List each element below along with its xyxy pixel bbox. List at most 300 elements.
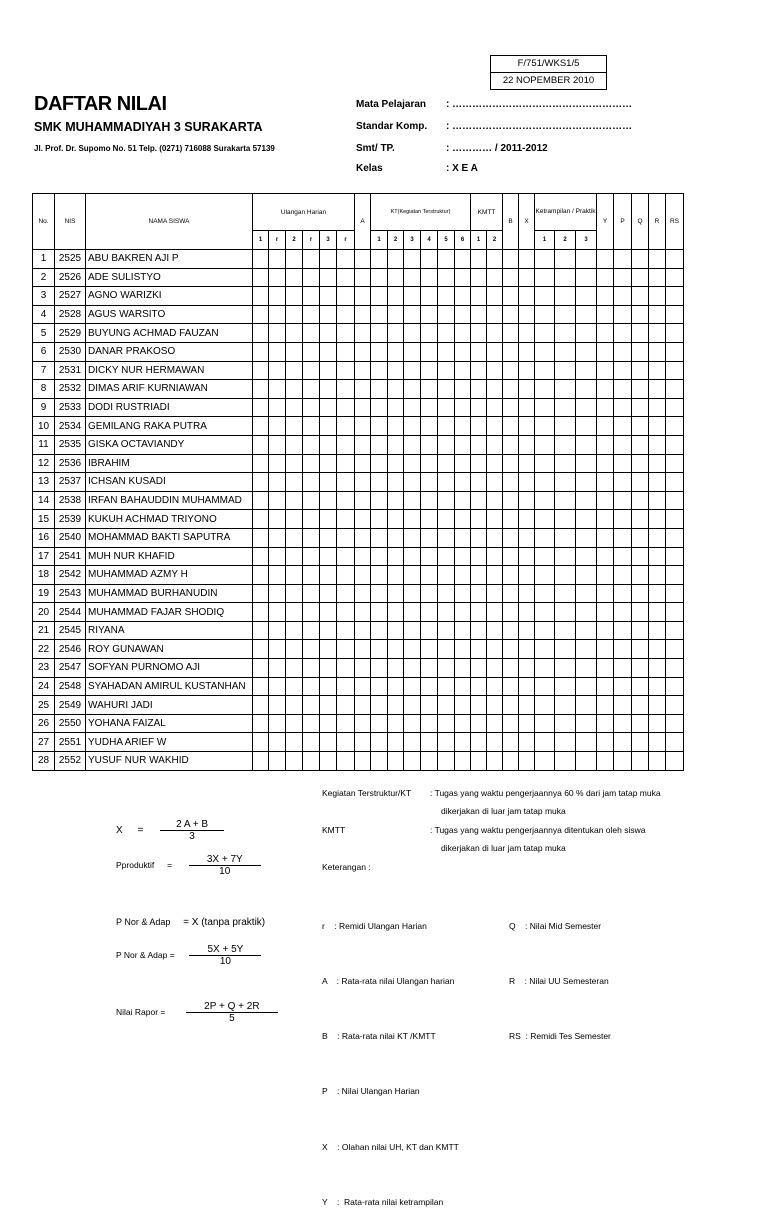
grade-cell[interactable] — [320, 398, 337, 417]
grade-cell[interactable] — [269, 603, 286, 622]
grade-cell[interactable] — [388, 528, 404, 547]
grade-cell[interactable] — [666, 696, 684, 715]
grade-cell[interactable] — [666, 268, 684, 287]
grade-cell[interactable] — [503, 250, 519, 269]
grade-cell[interactable] — [455, 566, 471, 585]
grade-cell[interactable] — [535, 361, 555, 380]
grade-cell[interactable] — [303, 677, 320, 696]
grade-cell[interactable] — [438, 696, 455, 715]
grade-cell[interactable] — [388, 435, 404, 454]
grade-cell[interactable] — [269, 287, 286, 306]
grade-cell[interactable] — [576, 491, 597, 510]
grade-cell[interactable] — [371, 659, 388, 678]
grade-cell[interactable] — [355, 361, 371, 380]
grade-cell[interactable] — [597, 677, 614, 696]
grade-cell[interactable] — [649, 287, 666, 306]
grade-cell[interactable] — [337, 305, 355, 324]
grade-cell[interactable] — [519, 528, 535, 547]
grade-cell[interactable] — [614, 454, 632, 473]
grade-cell[interactable] — [535, 491, 555, 510]
grade-cell[interactable] — [371, 417, 388, 436]
grade-cell[interactable] — [487, 584, 503, 603]
grade-cell[interactable] — [303, 510, 320, 529]
grade-cell[interactable] — [487, 380, 503, 399]
grade-cell[interactable] — [455, 677, 471, 696]
grade-cell[interactable] — [438, 305, 455, 324]
grade-cell[interactable] — [286, 696, 303, 715]
grade-cell[interactable] — [649, 324, 666, 343]
grade-cell[interactable] — [471, 324, 487, 343]
grade-cell[interactable] — [614, 547, 632, 566]
grade-cell[interactable] — [471, 696, 487, 715]
grade-cell[interactable] — [649, 491, 666, 510]
grade-cell[interactable] — [519, 398, 535, 417]
grade-cell[interactable] — [576, 342, 597, 361]
grade-cell[interactable] — [404, 547, 421, 566]
grade-cell[interactable] — [519, 714, 535, 733]
grade-cell[interactable] — [649, 752, 666, 771]
grade-cell[interactable] — [576, 268, 597, 287]
grade-cell[interactable] — [269, 640, 286, 659]
grade-cell[interactable] — [576, 621, 597, 640]
grade-cell[interactable] — [576, 435, 597, 454]
grade-cell[interactable] — [421, 417, 438, 436]
grade-cell[interactable] — [388, 361, 404, 380]
grade-cell[interactable] — [597, 528, 614, 547]
grade-cell[interactable] — [320, 342, 337, 361]
grade-cell[interactable] — [519, 380, 535, 399]
grade-cell[interactable] — [597, 752, 614, 771]
grade-cell[interactable] — [535, 696, 555, 715]
grade-cell[interactable] — [649, 342, 666, 361]
grade-cell[interactable] — [535, 287, 555, 306]
grade-cell[interactable] — [455, 621, 471, 640]
grade-cell[interactable] — [371, 566, 388, 585]
grade-cell[interactable] — [632, 696, 649, 715]
grade-cell[interactable] — [503, 621, 519, 640]
grade-cell[interactable] — [666, 473, 684, 492]
grade-cell[interactable] — [355, 677, 371, 696]
grade-cell[interactable] — [632, 733, 649, 752]
grade-cell[interactable] — [503, 510, 519, 529]
grade-cell[interactable] — [597, 324, 614, 343]
grade-cell[interactable] — [597, 398, 614, 417]
grade-cell[interactable] — [503, 603, 519, 622]
grade-cell[interactable] — [576, 566, 597, 585]
grade-cell[interactable] — [503, 547, 519, 566]
grade-cell[interactable] — [371, 342, 388, 361]
grade-cell[interactable] — [320, 603, 337, 622]
grade-cell[interactable] — [253, 435, 269, 454]
grade-cell[interactable] — [649, 547, 666, 566]
grade-cell[interactable] — [438, 435, 455, 454]
grade-cell[interactable] — [614, 621, 632, 640]
grade-cell[interactable] — [666, 305, 684, 324]
grade-cell[interactable] — [253, 584, 269, 603]
grade-cell[interactable] — [597, 417, 614, 436]
grade-cell[interactable] — [286, 268, 303, 287]
grade-cell[interactable] — [371, 268, 388, 287]
grade-cell[interactable] — [649, 435, 666, 454]
grade-cell[interactable] — [303, 361, 320, 380]
grade-cell[interactable] — [286, 584, 303, 603]
grade-cell[interactable] — [320, 677, 337, 696]
grade-cell[interactable] — [404, 435, 421, 454]
grade-cell[interactable] — [253, 752, 269, 771]
grade-cell[interactable] — [555, 752, 576, 771]
grade-cell[interactable] — [555, 454, 576, 473]
grade-cell[interactable] — [519, 361, 535, 380]
grade-cell[interactable] — [471, 659, 487, 678]
grade-cell[interactable] — [576, 584, 597, 603]
grade-cell[interactable] — [388, 380, 404, 399]
grade-cell[interactable] — [666, 659, 684, 678]
grade-cell[interactable] — [487, 454, 503, 473]
grade-cell[interactable] — [286, 659, 303, 678]
grade-cell[interactable] — [597, 659, 614, 678]
grade-cell[interactable] — [404, 714, 421, 733]
grade-cell[interactable] — [666, 621, 684, 640]
grade-cell[interactable] — [404, 305, 421, 324]
grade-cell[interactable] — [355, 491, 371, 510]
grade-cell[interactable] — [487, 491, 503, 510]
grade-cell[interactable] — [355, 324, 371, 343]
grade-cell[interactable] — [269, 659, 286, 678]
grade-cell[interactable] — [632, 659, 649, 678]
grade-cell[interactable] — [471, 491, 487, 510]
grade-cell[interactable] — [303, 584, 320, 603]
grade-cell[interactable] — [576, 417, 597, 436]
grade-cell[interactable] — [421, 268, 438, 287]
grade-cell[interactable] — [555, 473, 576, 492]
grade-cell[interactable] — [666, 528, 684, 547]
grade-cell[interactable] — [666, 752, 684, 771]
grade-cell[interactable] — [649, 677, 666, 696]
grade-cell[interactable] — [303, 547, 320, 566]
grade-cell[interactable] — [438, 752, 455, 771]
grade-cell[interactable] — [371, 324, 388, 343]
grade-cell[interactable] — [303, 287, 320, 306]
grade-cell[interactable] — [371, 435, 388, 454]
grade-cell[interactable] — [597, 510, 614, 529]
grade-cell[interactable] — [614, 584, 632, 603]
grade-cell[interactable] — [614, 287, 632, 306]
grade-cell[interactable] — [337, 435, 355, 454]
grade-cell[interactable] — [519, 677, 535, 696]
grade-cell[interactable] — [355, 659, 371, 678]
grade-cell[interactable] — [303, 714, 320, 733]
grade-cell[interactable] — [535, 714, 555, 733]
grade-cell[interactable] — [614, 268, 632, 287]
grade-cell[interactable] — [269, 305, 286, 324]
grade-cell[interactable] — [355, 640, 371, 659]
grade-cell[interactable] — [576, 696, 597, 715]
grade-cell[interactable] — [614, 733, 632, 752]
grade-cell[interactable] — [597, 250, 614, 269]
grade-cell[interactable] — [487, 528, 503, 547]
grade-cell[interactable] — [355, 528, 371, 547]
grade-cell[interactable] — [519, 584, 535, 603]
grade-cell[interactable] — [303, 342, 320, 361]
grade-cell[interactable] — [421, 714, 438, 733]
grade-cell[interactable] — [535, 305, 555, 324]
grade-cell[interactable] — [597, 491, 614, 510]
grade-cell[interactable] — [421, 342, 438, 361]
grade-cell[interactable] — [519, 342, 535, 361]
grade-cell[interactable] — [269, 398, 286, 417]
grade-cell[interactable] — [503, 287, 519, 306]
grade-cell[interactable] — [487, 324, 503, 343]
grade-cell[interactable] — [597, 305, 614, 324]
grade-cell[interactable] — [632, 584, 649, 603]
grade-cell[interactable] — [269, 528, 286, 547]
grade-cell[interactable] — [421, 584, 438, 603]
grade-cell[interactable] — [597, 361, 614, 380]
grade-cell[interactable] — [371, 752, 388, 771]
grade-cell[interactable] — [632, 305, 649, 324]
grade-cell[interactable] — [388, 491, 404, 510]
grade-cell[interactable] — [455, 287, 471, 306]
grade-cell[interactable] — [614, 324, 632, 343]
grade-cell[interactable] — [519, 287, 535, 306]
grade-cell[interactable] — [503, 528, 519, 547]
grade-cell[interactable] — [421, 547, 438, 566]
grade-cell[interactable] — [355, 342, 371, 361]
grade-cell[interactable] — [455, 584, 471, 603]
grade-cell[interactable] — [555, 324, 576, 343]
grade-cell[interactable] — [597, 342, 614, 361]
grade-cell[interactable] — [649, 305, 666, 324]
grade-cell[interactable] — [421, 454, 438, 473]
grade-cell[interactable] — [371, 677, 388, 696]
grade-cell[interactable] — [269, 417, 286, 436]
grade-cell[interactable] — [438, 547, 455, 566]
grade-cell[interactable] — [519, 640, 535, 659]
grade-cell[interactable] — [555, 361, 576, 380]
grade-cell[interactable] — [576, 603, 597, 622]
grade-cell[interactable] — [649, 696, 666, 715]
grade-cell[interactable] — [649, 640, 666, 659]
grade-cell[interactable] — [355, 417, 371, 436]
grade-cell[interactable] — [438, 528, 455, 547]
grade-cell[interactable] — [303, 659, 320, 678]
grade-cell[interactable] — [471, 268, 487, 287]
grade-cell[interactable] — [503, 640, 519, 659]
grade-cell[interactable] — [555, 510, 576, 529]
grade-cell[interactable] — [337, 677, 355, 696]
grade-cell[interactable] — [421, 287, 438, 306]
grade-cell[interactable] — [388, 417, 404, 436]
grade-cell[interactable] — [455, 361, 471, 380]
grade-cell[interactable] — [253, 305, 269, 324]
grade-cell[interactable] — [303, 250, 320, 269]
grade-cell[interactable] — [421, 528, 438, 547]
grade-cell[interactable] — [355, 510, 371, 529]
grade-cell[interactable] — [632, 380, 649, 399]
grade-cell[interactable] — [404, 417, 421, 436]
grade-cell[interactable] — [487, 398, 503, 417]
grade-cell[interactable] — [597, 473, 614, 492]
grade-cell[interactable] — [253, 398, 269, 417]
grade-cell[interactable] — [471, 714, 487, 733]
grade-cell[interactable] — [597, 696, 614, 715]
grade-cell[interactable] — [269, 250, 286, 269]
grade-cell[interactable] — [632, 250, 649, 269]
grade-cell[interactable] — [269, 752, 286, 771]
grade-cell[interactable] — [471, 417, 487, 436]
grade-cell[interactable] — [355, 473, 371, 492]
grade-cell[interactable] — [320, 621, 337, 640]
grade-cell[interactable] — [253, 659, 269, 678]
grade-cell[interactable] — [535, 380, 555, 399]
grade-cell[interactable] — [355, 584, 371, 603]
grade-cell[interactable] — [471, 250, 487, 269]
grade-cell[interactable] — [666, 547, 684, 566]
grade-cell[interactable] — [632, 435, 649, 454]
grade-cell[interactable] — [355, 621, 371, 640]
grade-cell[interactable] — [649, 733, 666, 752]
grade-cell[interactable] — [286, 547, 303, 566]
grade-cell[interactable] — [269, 696, 286, 715]
grade-cell[interactable] — [320, 528, 337, 547]
grade-cell[interactable] — [371, 714, 388, 733]
grade-cell[interactable] — [404, 342, 421, 361]
grade-cell[interactable] — [455, 250, 471, 269]
grade-cell[interactable] — [519, 510, 535, 529]
grade-cell[interactable] — [371, 398, 388, 417]
grade-cell[interactable] — [303, 435, 320, 454]
grade-cell[interactable] — [614, 435, 632, 454]
grade-cell[interactable] — [455, 547, 471, 566]
grade-cell[interactable] — [388, 659, 404, 678]
grade-cell[interactable] — [632, 752, 649, 771]
grade-cell[interactable] — [388, 640, 404, 659]
grade-cell[interactable] — [555, 733, 576, 752]
grade-cell[interactable] — [388, 547, 404, 566]
grade-cell[interactable] — [421, 510, 438, 529]
grade-cell[interactable] — [355, 398, 371, 417]
grade-cell[interactable] — [337, 547, 355, 566]
grade-cell[interactable] — [471, 621, 487, 640]
grade-cell[interactable] — [487, 342, 503, 361]
grade-cell[interactable] — [535, 454, 555, 473]
grade-cell[interactable] — [632, 473, 649, 492]
grade-cell[interactable] — [632, 677, 649, 696]
grade-cell[interactable] — [632, 398, 649, 417]
grade-cell[interactable] — [388, 603, 404, 622]
grade-cell[interactable] — [503, 566, 519, 585]
grade-cell[interactable] — [455, 510, 471, 529]
grade-cell[interactable] — [320, 547, 337, 566]
grade-cell[interactable] — [286, 342, 303, 361]
grade-cell[interactable] — [438, 398, 455, 417]
grade-cell[interactable] — [303, 473, 320, 492]
grade-cell[interactable] — [555, 714, 576, 733]
grade-cell[interactable] — [253, 268, 269, 287]
grade-cell[interactable] — [666, 677, 684, 696]
grade-cell[interactable] — [455, 640, 471, 659]
grade-cell[interactable] — [404, 510, 421, 529]
grade-cell[interactable] — [471, 603, 487, 622]
grade-cell[interactable] — [471, 398, 487, 417]
grade-cell[interactable] — [503, 677, 519, 696]
grade-cell[interactable] — [371, 547, 388, 566]
grade-cell[interactable] — [597, 621, 614, 640]
grade-cell[interactable] — [404, 621, 421, 640]
grade-cell[interactable] — [269, 677, 286, 696]
grade-cell[interactable] — [404, 491, 421, 510]
grade-cell[interactable] — [519, 733, 535, 752]
grade-cell[interactable] — [371, 510, 388, 529]
grade-cell[interactable] — [503, 454, 519, 473]
grade-cell[interactable] — [355, 380, 371, 399]
grade-cell[interactable] — [269, 491, 286, 510]
grade-cell[interactable] — [421, 305, 438, 324]
grade-cell[interactable] — [597, 603, 614, 622]
grade-cell[interactable] — [388, 733, 404, 752]
grade-cell[interactable] — [597, 454, 614, 473]
grade-cell[interactable] — [286, 324, 303, 343]
grade-cell[interactable] — [320, 380, 337, 399]
grade-cell[interactable] — [337, 287, 355, 306]
grade-cell[interactable] — [253, 528, 269, 547]
grade-cell[interactable] — [666, 733, 684, 752]
grade-cell[interactable] — [503, 324, 519, 343]
grade-cell[interactable] — [503, 714, 519, 733]
grade-cell[interactable] — [320, 361, 337, 380]
grade-cell[interactable] — [519, 603, 535, 622]
grade-cell[interactable] — [438, 621, 455, 640]
grade-cell[interactable] — [404, 733, 421, 752]
grade-cell[interactable] — [666, 342, 684, 361]
grade-cell[interactable] — [535, 733, 555, 752]
grade-cell[interactable] — [371, 640, 388, 659]
grade-cell[interactable] — [649, 621, 666, 640]
grade-cell[interactable] — [632, 714, 649, 733]
grade-cell[interactable] — [649, 417, 666, 436]
grade-cell[interactable] — [388, 714, 404, 733]
grade-cell[interactable] — [337, 342, 355, 361]
grade-cell[interactable] — [320, 305, 337, 324]
grade-cell[interactable] — [269, 435, 286, 454]
grade-cell[interactable] — [632, 510, 649, 529]
grade-cell[interactable] — [632, 491, 649, 510]
grade-cell[interactable] — [614, 752, 632, 771]
grade-cell[interactable] — [649, 454, 666, 473]
grade-cell[interactable] — [555, 435, 576, 454]
grade-cell[interactable] — [337, 324, 355, 343]
grade-cell[interactable] — [614, 677, 632, 696]
grade-cell[interactable] — [421, 603, 438, 622]
grade-cell[interactable] — [388, 250, 404, 269]
grade-cell[interactable] — [269, 361, 286, 380]
grade-cell[interactable] — [320, 417, 337, 436]
grade-cell[interactable] — [388, 305, 404, 324]
grade-cell[interactable] — [471, 733, 487, 752]
grade-cell[interactable] — [471, 342, 487, 361]
grade-cell[interactable] — [438, 454, 455, 473]
grade-cell[interactable] — [555, 621, 576, 640]
grade-cell[interactable] — [303, 324, 320, 343]
grade-cell[interactable] — [253, 696, 269, 715]
grade-cell[interactable] — [576, 250, 597, 269]
grade-cell[interactable] — [320, 696, 337, 715]
grade-cell[interactable] — [535, 417, 555, 436]
grade-cell[interactable] — [597, 714, 614, 733]
grade-cell[interactable] — [286, 621, 303, 640]
grade-cell[interactable] — [666, 566, 684, 585]
grade-cell[interactable] — [455, 528, 471, 547]
